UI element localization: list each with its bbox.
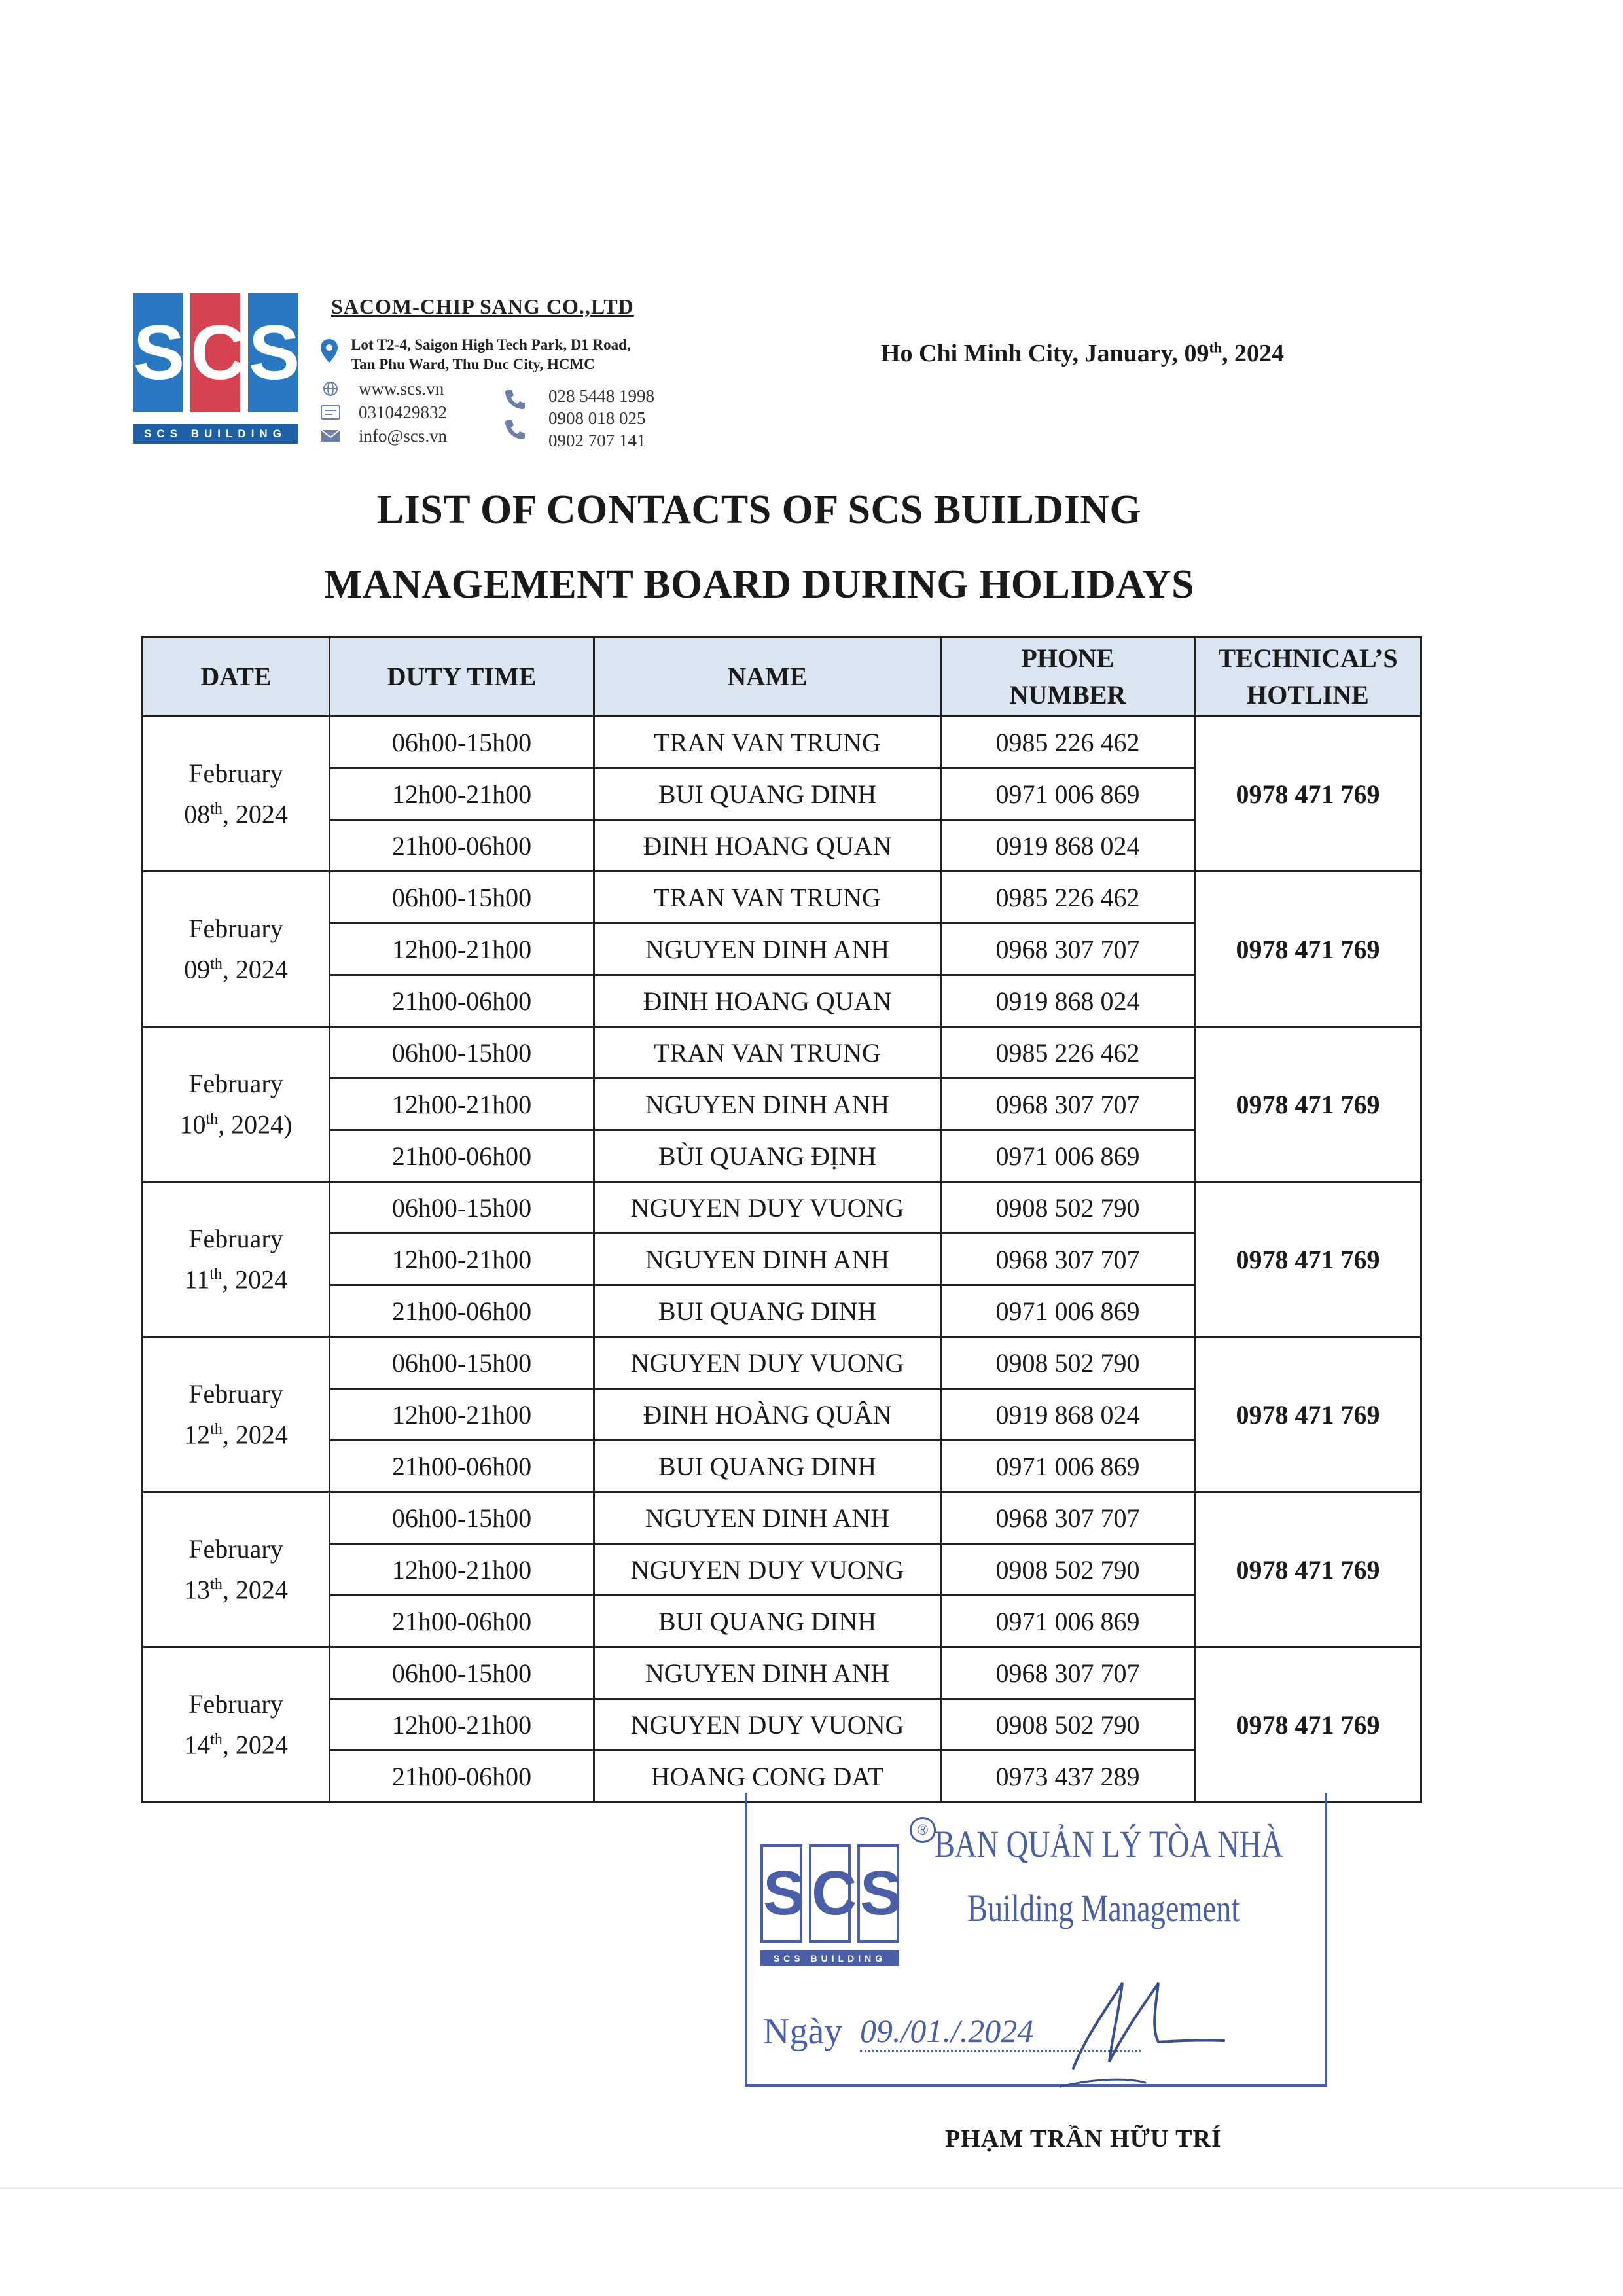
- date-year: , 2024: [222, 1420, 288, 1450]
- shift-time-cell: 21h00-06h00: [330, 820, 594, 872]
- date-ordinal: th: [205, 1110, 219, 1128]
- stamp-line-2: Building Management: [967, 1887, 1240, 1929]
- technical-hotline-cell[interactable]: 0978 471 769: [1195, 717, 1421, 872]
- phone-number-1[interactable]: 028 5448 1998: [548, 386, 654, 406]
- header-hotline: [1195, 637, 1421, 717]
- logo-letter-s1: S: [133, 293, 183, 412]
- phone-number-cell[interactable]: 0968 307 707: [941, 1079, 1195, 1130]
- date-ordinal: th: [210, 1731, 223, 1748]
- staff-name-cell: NGUYEN DINH ANH: [594, 1079, 941, 1130]
- logo-letter-c: C: [190, 293, 240, 412]
- phone-number-cell[interactable]: 0985 226 462: [941, 872, 1195, 924]
- phone-number-cell[interactable]: 0908 502 790: [941, 1337, 1195, 1389]
- date-month: February: [188, 1534, 283, 1564]
- phone-number-cell[interactable]: 0971 006 869: [941, 1130, 1195, 1182]
- staff-name-cell: NGUYEN DINH ANH: [594, 924, 941, 975]
- email-link[interactable]: info@scs.vn: [359, 426, 448, 446]
- date-cell: [143, 1182, 330, 1337]
- staff-name-cell: NGUYEN DUY VUONG: [594, 1544, 941, 1596]
- date-year: , 2024): [218, 1109, 293, 1139]
- phone-number-3[interactable]: 0902 707 141: [548, 431, 646, 450]
- id-card-icon: [319, 404, 342, 420]
- date-day: 14: [184, 1730, 211, 1760]
- shift-time-cell: 21h00-06h00: [330, 975, 594, 1027]
- date-cell: [143, 1027, 330, 1182]
- table-row: [143, 1182, 1421, 1234]
- stamp-date-value: 09./01./.2024: [860, 2013, 1034, 2049]
- staff-name-cell: TRAN VAN TRUNG: [594, 1027, 941, 1079]
- staff-name-cell: BÙI QUANG ĐỊNH: [594, 1130, 941, 1182]
- address-line-2: Tan Phu Ward, Thu Duc City, HCMC: [351, 356, 595, 372]
- logo-band: SCS BUILDING: [133, 424, 298, 444]
- date-cell: [143, 1492, 330, 1647]
- staff-name-cell: BUI QUANG DINH: [594, 1441, 941, 1492]
- date-month: February: [188, 913, 283, 943]
- shift-time-cell: 06h00-15h00: [330, 1027, 594, 1079]
- header-hotline-line-1: TECHNICAL’S: [1218, 643, 1398, 673]
- date-ordinal: th: [210, 1420, 223, 1438]
- phone-number-cell[interactable]: 0968 307 707: [941, 924, 1195, 975]
- phone-number-cell[interactable]: 0971 006 869: [941, 768, 1195, 820]
- shift-time-cell: 12h00-21h00: [330, 1544, 594, 1596]
- phone-number-cell[interactable]: 0985 226 462: [941, 1027, 1195, 1079]
- phone-number-2[interactable]: 0908 018 025: [548, 408, 646, 428]
- date-day: 13: [184, 1575, 211, 1605]
- phone-number-cell[interactable]: 0908 502 790: [941, 1699, 1195, 1751]
- date-year: , 2024: [222, 1265, 288, 1295]
- date-day: 10: [179, 1109, 206, 1139]
- staff-name-cell: NGUYEN DUY VUONG: [594, 1699, 941, 1751]
- signer-name: PHẠM TRẦN HỮU TRÍ: [945, 2125, 1222, 2153]
- date-day: 08: [184, 799, 211, 829]
- staff-name-cell: BUI QUANG DINH: [594, 768, 941, 820]
- staff-name-cell: TRAN VAN TRUNG: [594, 872, 941, 924]
- stamp-date-label: Ngày: [763, 2011, 843, 2052]
- company-address: [351, 335, 631, 374]
- staff-name-cell: TRAN VAN TRUNG: [594, 717, 941, 768]
- staff-name-cell: ĐINH HOÀNG QUÂN: [594, 1389, 941, 1441]
- header-duty-time: DUTY TIME: [330, 637, 594, 717]
- table-row: [143, 1337, 1421, 1389]
- staff-name-cell: NGUYEN DUY VUONG: [594, 1337, 941, 1389]
- table-row: [143, 717, 1421, 768]
- document-title-line-1: LIST OF CONTACTS OF SCS BUILDING: [376, 488, 1142, 532]
- date-ordinal: th: [1209, 339, 1222, 356]
- staff-name-cell: HOANG CONG DAT: [594, 1751, 941, 1803]
- technical-hotline-cell[interactable]: 0978 471 769: [1195, 1337, 1421, 1492]
- address-line-1: Lot T2-4, Saigon High Tech Park, D1 Road,: [351, 336, 631, 353]
- shift-time-cell: 06h00-15h00: [330, 1492, 594, 1544]
- duty-roster-table: [141, 636, 1422, 1803]
- shift-time-cell: 12h00-21h00: [330, 768, 594, 820]
- header-date: DATE: [143, 637, 330, 717]
- phone-number-cell[interactable]: 0971 006 869: [941, 1441, 1195, 1492]
- date-day: 09: [184, 954, 211, 984]
- table-row: [143, 1492, 1421, 1544]
- header-hotline-line-2: HOTLINE: [1247, 680, 1369, 709]
- date-day: 11: [184, 1265, 210, 1295]
- date-month: February: [188, 1378, 283, 1408]
- phone-number-cell[interactable]: 0968 307 707: [941, 1492, 1195, 1544]
- shift-time-cell: 06h00-15h00: [330, 717, 594, 768]
- date-ordinal: th: [209, 1265, 223, 1283]
- date-cell: [143, 872, 330, 1027]
- table-header-row: [143, 637, 1421, 717]
- date-month: February: [188, 758, 283, 788]
- scan-edge-line: [0, 2187, 1623, 2189]
- phone-number-cell[interactable]: 0971 006 869: [941, 1285, 1195, 1337]
- website-link[interactable]: www.scs.vn: [359, 379, 444, 399]
- phone-number-cell[interactable]: 0908 502 790: [941, 1182, 1195, 1234]
- header-name: NAME: [594, 637, 941, 717]
- phone-number-cell[interactable]: 0968 307 707: [941, 1234, 1195, 1285]
- header-phone-line-2: NUMBER: [1009, 680, 1126, 709]
- phone-icon: [501, 385, 529, 412]
- globe-icon: [319, 381, 342, 397]
- date-year: , 2024: [1222, 340, 1285, 367]
- document-date: [881, 339, 1284, 368]
- shift-time-cell: 21h00-06h00: [330, 1130, 594, 1182]
- staff-name-cell: NGUYEN DUY VUONG: [594, 1182, 941, 1234]
- staff-name-cell: ĐINH HOANG QUAN: [594, 820, 941, 872]
- phone-number-cell[interactable]: 0908 502 790: [941, 1544, 1195, 1596]
- date-month: February: [188, 1068, 283, 1098]
- date-year: , 2024: [222, 799, 288, 829]
- date-year: , 2024: [222, 954, 288, 984]
- staff-name-cell: BUI QUANG DINH: [594, 1596, 941, 1647]
- location-pin-icon: [319, 338, 339, 364]
- roster-body: [143, 717, 1421, 1803]
- stamp-line-1: BAN QUẢN LÝ TÒA NHÀ: [935, 1823, 1283, 1865]
- date-ordinal: th: [210, 1575, 223, 1593]
- staff-name-cell: BUI QUANG DINH: [594, 1285, 941, 1337]
- shift-time-cell: 06h00-15h00: [330, 1182, 594, 1234]
- technical-hotline-cell[interactable]: 0978 471 769: [1195, 1182, 1421, 1337]
- staff-name-cell: ĐINH HOANG QUAN: [594, 975, 941, 1027]
- stamp-logo-band: SCS BUILDING: [760, 1950, 899, 1966]
- shift-time-cell: 21h00-06h00: [330, 1441, 594, 1492]
- phone-number-cell[interactable]: 0971 006 869: [941, 1596, 1195, 1647]
- document-title-line-2: MANAGEMENT BOARD DURING HOLIDAYS: [323, 562, 1195, 607]
- stamp-logo-letter-c: C: [809, 1844, 851, 1943]
- stamp-logo-letter-s1: S: [760, 1844, 802, 1943]
- company-name: SACOM-CHIP SANG CO.,LTD: [331, 295, 634, 318]
- shift-time-cell: 12h00-21h00: [330, 924, 594, 975]
- technical-hotline-cell[interactable]: 0978 471 769: [1195, 1492, 1421, 1647]
- date-year: , 2024: [222, 1730, 288, 1760]
- date-month: February: [188, 1689, 283, 1719]
- handwritten-signature: [1047, 1937, 1243, 2101]
- shift-time-cell: 12h00-21h00: [330, 1234, 594, 1285]
- phone-number-cell[interactable]: 0973 437 289: [941, 1751, 1195, 1803]
- date-year: , 2024: [222, 1575, 288, 1605]
- shift-time-cell: 12h00-21h00: [330, 1389, 594, 1441]
- date-cell: [143, 1647, 330, 1803]
- header-phone-line-1: PHONE: [1021, 643, 1115, 673]
- header-phone: [941, 637, 1195, 717]
- technical-hotline-cell[interactable]: 0978 471 769: [1195, 872, 1421, 1027]
- date-cell: [143, 717, 330, 872]
- logo-letter-s2: S: [248, 293, 298, 412]
- company-logo: [133, 293, 298, 449]
- shift-time-cell: 21h00-06h00: [330, 1596, 594, 1647]
- date-ordinal: th: [210, 955, 223, 973]
- date-day: 12: [184, 1420, 211, 1450]
- staff-name-cell: NGUYEN DINH ANH: [594, 1492, 941, 1544]
- envelope-icon: [319, 428, 342, 444]
- date-ordinal: th: [210, 800, 223, 817]
- staff-name-cell: NGUYEN DINH ANH: [594, 1234, 941, 1285]
- stamp-logo-letter-s2: S: [857, 1844, 899, 1943]
- shift-time-cell: 21h00-06h00: [330, 1751, 594, 1803]
- shift-time-cell: 06h00-15h00: [330, 872, 594, 924]
- phone-number-cell[interactable]: 0919 868 024: [941, 1389, 1195, 1441]
- technical-hotline-cell[interactable]: 0978 471 769: [1195, 1647, 1421, 1803]
- date-cell: [143, 1337, 330, 1492]
- shift-time-cell: 06h00-15h00: [330, 1647, 594, 1699]
- date-prefix: Ho Chi Minh City, January, 09: [881, 340, 1209, 367]
- technical-hotline-cell[interactable]: 0978 471 769: [1195, 1027, 1421, 1182]
- stamp-logo: [760, 1844, 902, 1973]
- shift-time-cell: 12h00-21h00: [330, 1699, 594, 1751]
- staff-name-cell: NGUYEN DINH ANH: [594, 1647, 941, 1699]
- table-row: [143, 1647, 1421, 1699]
- mobile-icon: [501, 415, 529, 442]
- registered-mark: ®: [910, 1817, 936, 1843]
- phone-number-cell[interactable]: 0985 226 462: [941, 717, 1195, 768]
- phone-number-cell[interactable]: 0968 307 707: [941, 1647, 1195, 1699]
- shift-time-cell: 21h00-06h00: [330, 1285, 594, 1337]
- tax-code: 0310429832: [359, 403, 447, 422]
- phone-number-cell[interactable]: 0919 868 024: [941, 975, 1195, 1027]
- shift-time-cell: 06h00-15h00: [330, 1337, 594, 1389]
- shift-time-cell: 12h00-21h00: [330, 1079, 594, 1130]
- phone-number-cell[interactable]: 0919 868 024: [941, 820, 1195, 872]
- table-row: [143, 1027, 1421, 1079]
- table-row: [143, 872, 1421, 924]
- date-month: February: [188, 1223, 283, 1253]
